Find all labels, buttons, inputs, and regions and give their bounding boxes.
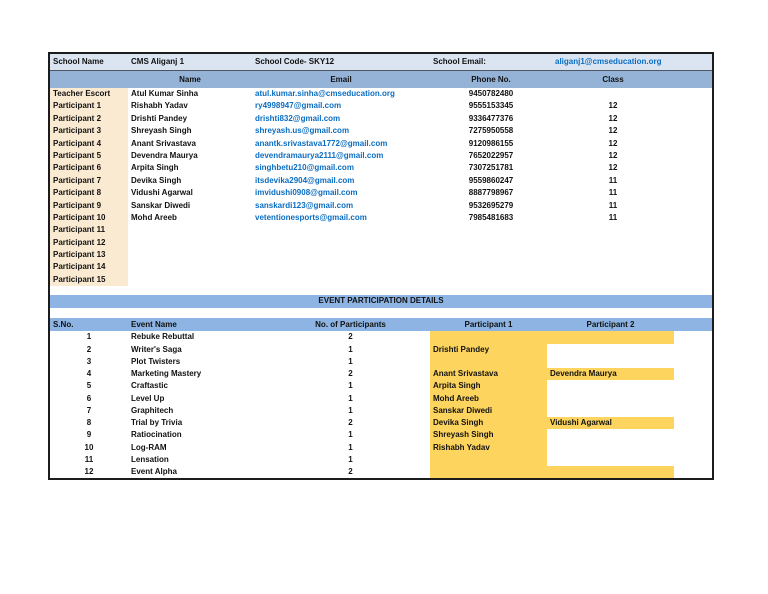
name-cell bbox=[128, 249, 252, 261]
empty-cell bbox=[674, 187, 712, 199]
class-cell bbox=[552, 261, 674, 273]
empty-cell bbox=[674, 113, 712, 125]
event-row bbox=[50, 393, 712, 405]
class-cell bbox=[552, 249, 674, 261]
empty-cell bbox=[674, 274, 712, 286]
empty-header-cell bbox=[674, 318, 712, 331]
participant-count-cell: 1 bbox=[348, 356, 353, 366]
empty-cell bbox=[674, 200, 712, 212]
roster-row bbox=[50, 100, 712, 112]
class-cell: 11 bbox=[608, 212, 618, 222]
sno-cell: 3 bbox=[86, 356, 92, 366]
name-cell: Anant Srivastava bbox=[131, 138, 196, 148]
row-label-cell: Participant 7 bbox=[50, 175, 128, 187]
email-cell[interactable]: sanskardi123@gmail.com bbox=[255, 200, 354, 210]
empty-cell bbox=[674, 162, 712, 174]
roster-row bbox=[50, 125, 712, 137]
col-header-phone: Phone No. bbox=[471, 75, 511, 84]
col-header-email: Email bbox=[330, 75, 352, 84]
school-email-label: School Email: bbox=[433, 57, 486, 66]
participant-count-cell: 2 bbox=[348, 467, 353, 476]
participant-2-cell bbox=[547, 429, 674, 441]
participant-1-cell: Mohd Areeb bbox=[430, 393, 547, 405]
empty-cell bbox=[674, 442, 712, 454]
email-cell[interactable]: atul.kumar.sinha@cmseducation.org bbox=[255, 89, 395, 98]
row-label-cell: Participant 15 bbox=[50, 274, 128, 286]
empty-cell bbox=[674, 249, 712, 261]
name-cell bbox=[128, 237, 252, 249]
sno-cell: 1 bbox=[86, 332, 92, 342]
name-cell: Sanskar Diwedi bbox=[131, 200, 191, 210]
phone-cell bbox=[430, 249, 552, 261]
roster-row bbox=[50, 88, 712, 100]
participant-count-cell: 2 bbox=[348, 369, 353, 378]
roster-row bbox=[50, 187, 712, 199]
empty-cell bbox=[674, 54, 712, 70]
empty-cell bbox=[674, 356, 712, 368]
empty-header-cell bbox=[674, 71, 712, 88]
participant-1-cell: Sanskar Diwedi bbox=[430, 405, 547, 417]
name-cell bbox=[128, 224, 252, 236]
class-cell: 12 bbox=[608, 113, 618, 123]
empty-cell bbox=[674, 405, 712, 417]
class-cell: 12 bbox=[608, 150, 618, 160]
empty-cell bbox=[674, 417, 712, 429]
events-header-row bbox=[50, 318, 712, 331]
name-cell: Devendra Maurya bbox=[131, 150, 198, 160]
row-label-cell: Participant 4 bbox=[50, 138, 128, 150]
row-label-cell: Teacher Escort bbox=[50, 88, 128, 100]
empty-cell bbox=[674, 380, 712, 392]
class-cell: 12 bbox=[608, 126, 618, 136]
empty-cell bbox=[674, 429, 712, 441]
email-cell[interactable]: itsdevika2904@gmail.com bbox=[255, 175, 355, 185]
phone-cell bbox=[430, 261, 552, 273]
phone-cell: 7985481683 bbox=[468, 212, 514, 222]
participant-count-cell: 1 bbox=[348, 344, 353, 354]
class-cell: 11 bbox=[608, 175, 618, 185]
participant-1-cell: Rishabh Yadav bbox=[430, 442, 547, 454]
email-cell[interactable] bbox=[252, 224, 430, 236]
name-cell: Vidushi Agarwal bbox=[131, 188, 193, 198]
events-body bbox=[50, 331, 712, 478]
email-cell[interactable] bbox=[252, 261, 430, 273]
name-cell: Shreyash Singh bbox=[131, 126, 192, 136]
participant-2-cell bbox=[547, 405, 674, 417]
participant-count-cell: 1 bbox=[348, 393, 353, 403]
event-name-cell: Event Alpha bbox=[131, 467, 177, 476]
phone-cell: 9555153345 bbox=[468, 101, 514, 111]
row-label-cell: Participant 3 bbox=[50, 125, 128, 137]
empty-cell bbox=[674, 393, 712, 405]
participant-2-cell bbox=[547, 454, 674, 466]
empty-cell bbox=[674, 100, 712, 112]
class-cell bbox=[552, 88, 674, 100]
phone-cell bbox=[430, 224, 552, 236]
spreadsheet-container bbox=[48, 52, 714, 480]
roster-row bbox=[50, 113, 712, 125]
event-row bbox=[50, 344, 712, 356]
roster-row bbox=[50, 212, 712, 224]
event-name-cell: Writer's Saga bbox=[131, 344, 182, 354]
event-name-cell: Ratiocination bbox=[131, 430, 182, 440]
empty-cell bbox=[674, 261, 712, 273]
participant-count-cell: 1 bbox=[348, 405, 353, 415]
phone-cell: 9532695279 bbox=[468, 200, 514, 210]
col-header-sno: S.No. bbox=[53, 320, 74, 330]
roster-row bbox=[50, 150, 712, 162]
participant-1-cell: Drishti Pandey bbox=[430, 344, 547, 356]
phone-cell: 9336477376 bbox=[468, 113, 514, 123]
sno-cell: 7 bbox=[86, 405, 92, 415]
event-name-cell: Marketing Mastery bbox=[131, 369, 202, 378]
spacer-row bbox=[50, 286, 712, 295]
event-row bbox=[50, 368, 712, 380]
name-cell: Drishti Pandey bbox=[131, 113, 188, 123]
class-cell bbox=[552, 237, 674, 249]
participant-2-cell bbox=[547, 331, 674, 343]
school-code-value: School Code- SKY12 bbox=[255, 57, 335, 66]
sno-cell: 2 bbox=[86, 344, 92, 354]
participant-2-cell bbox=[547, 356, 674, 368]
sno-cell: 11 bbox=[84, 454, 94, 464]
col-header-participant-count: No. of Participants bbox=[315, 320, 386, 330]
event-name-cell: Plot Twisters bbox=[131, 356, 181, 366]
email-cell[interactable]: anantk.srivastava1772@gmail.com bbox=[255, 138, 388, 148]
participant-count-cell: 1 bbox=[348, 430, 353, 440]
roster-row bbox=[50, 261, 712, 273]
participant-count-cell: 1 bbox=[348, 454, 353, 464]
class-cell: 12 bbox=[608, 163, 618, 173]
participant-count-cell: 2 bbox=[348, 418, 353, 427]
event-name-cell: Log-RAM bbox=[131, 442, 167, 452]
name-cell: Arpita Singh bbox=[131, 163, 179, 173]
event-row bbox=[50, 331, 712, 343]
sno-cell: 9 bbox=[86, 430, 92, 440]
event-name-cell: Graphitech bbox=[131, 405, 174, 415]
roster-row bbox=[50, 138, 712, 150]
roster-row bbox=[50, 224, 712, 236]
participant-count-cell: 1 bbox=[348, 442, 353, 452]
empty-cell bbox=[674, 138, 712, 150]
participant-2-cell bbox=[547, 442, 674, 454]
school-name-label: School Name bbox=[53, 57, 104, 66]
event-row bbox=[50, 454, 712, 466]
email-cell[interactable] bbox=[252, 274, 430, 286]
participant-2-cell: Devendra Maurya bbox=[547, 368, 674, 380]
event-row bbox=[50, 466, 712, 478]
row-label-cell: Participant 6 bbox=[50, 162, 128, 174]
sno-cell: 10 bbox=[84, 442, 94, 452]
participant-1-cell bbox=[430, 331, 547, 343]
roster-row bbox=[50, 175, 712, 187]
row-label-cell: Participant 12 bbox=[50, 237, 128, 249]
empty-cell bbox=[674, 224, 712, 236]
participant-2-cell bbox=[547, 344, 674, 356]
participant-1-cell bbox=[430, 454, 547, 466]
phone-cell bbox=[430, 274, 552, 286]
spacer-row bbox=[50, 308, 712, 319]
sno-cell: 5 bbox=[86, 381, 92, 391]
empty-header-cell bbox=[50, 71, 128, 88]
empty-cell bbox=[674, 368, 712, 380]
empty-cell bbox=[674, 344, 712, 356]
name-cell bbox=[128, 261, 252, 273]
participant-1-cell: Arpita Singh bbox=[430, 380, 547, 392]
phone-cell: 7307251781 bbox=[468, 163, 514, 173]
event-name-cell: Level Up bbox=[131, 393, 165, 403]
name-cell: Rishabh Yadav bbox=[131, 101, 188, 111]
sno-cell: 8 bbox=[86, 418, 92, 427]
event-row bbox=[50, 417, 712, 429]
event-row bbox=[50, 442, 712, 454]
email-cell[interactable]: ry4998947@gmail.com bbox=[255, 101, 342, 111]
event-name-cell: Craftastic bbox=[131, 381, 168, 391]
roster-header-row bbox=[50, 71, 712, 88]
class-cell: 12 bbox=[608, 138, 618, 148]
empty-cell bbox=[674, 150, 712, 162]
email-cell[interactable] bbox=[252, 237, 430, 249]
email-cell[interactable] bbox=[252, 249, 430, 261]
row-label-cell: Participant 8 bbox=[50, 187, 128, 199]
email-cell[interactable]: devendramaurya2111@gmail.com bbox=[255, 150, 384, 160]
row-label-cell: Participant 5 bbox=[50, 150, 128, 162]
row-label-cell: Participant 13 bbox=[50, 249, 128, 261]
phone-cell: 9450782480 bbox=[468, 89, 514, 98]
roster-row bbox=[50, 274, 712, 286]
participant-2-cell: Vidushi Agarwal bbox=[547, 417, 674, 429]
participant-1-cell bbox=[430, 356, 547, 368]
col-header-event-name: Event Name bbox=[131, 320, 177, 330]
event-name-cell: Lensation bbox=[131, 454, 169, 464]
roster-body bbox=[50, 88, 712, 286]
participant-1-cell: Anant Srivastava bbox=[430, 368, 547, 380]
email-cell[interactable]: singhbetu210@gmail.com bbox=[255, 163, 354, 173]
col-header-class: Class bbox=[602, 75, 624, 84]
phone-cell: 9120986155 bbox=[468, 138, 514, 148]
participant-1-cell bbox=[430, 466, 547, 478]
roster-row bbox=[50, 162, 712, 174]
school-email-link[interactable]: aliganj1@cmseducation.org bbox=[555, 57, 662, 66]
class-cell bbox=[552, 274, 674, 286]
empty-cell bbox=[674, 454, 712, 466]
participant-count-cell: 2 bbox=[348, 332, 353, 342]
empty-cell bbox=[674, 212, 712, 224]
class-cell: 11 bbox=[608, 188, 618, 198]
email-cell[interactable]: shreyash.us@gmail.com bbox=[255, 126, 350, 136]
event-name-cell: Rebuke Rebuttal bbox=[131, 332, 195, 342]
name-cell: Mohd Areeb bbox=[131, 212, 177, 222]
empty-cell bbox=[674, 331, 712, 343]
email-cell[interactable]: imvidushi0908@gmail.com bbox=[255, 188, 358, 198]
sno-cell: 12 bbox=[84, 467, 94, 476]
empty-cell bbox=[674, 88, 712, 100]
event-row bbox=[50, 356, 712, 368]
col-header-name: Name bbox=[179, 75, 201, 84]
participant-2-cell bbox=[547, 466, 674, 478]
phone-cell bbox=[430, 237, 552, 249]
class-cell: 11 bbox=[608, 200, 618, 210]
phone-cell: 8887798967 bbox=[468, 188, 514, 198]
roster-row bbox=[50, 237, 712, 249]
class-cell bbox=[552, 224, 674, 236]
row-label-cell: Participant 14 bbox=[50, 261, 128, 273]
row-label-cell: Participant 2 bbox=[50, 113, 128, 125]
name-cell: Devika Singh bbox=[131, 175, 182, 185]
participant-1-cell: Devika Singh bbox=[430, 417, 547, 429]
event-name-cell: Trial by Trivia bbox=[131, 418, 183, 427]
roster-row bbox=[50, 249, 712, 261]
row-label-cell: Participant 10 bbox=[50, 212, 128, 224]
row-label-cell: Participant 9 bbox=[50, 200, 128, 212]
empty-cell bbox=[674, 237, 712, 249]
col-header-participant-2: Participant 2 bbox=[586, 320, 635, 330]
empty-cell bbox=[674, 466, 712, 478]
participant-count-cell: 1 bbox=[348, 381, 353, 391]
event-row bbox=[50, 405, 712, 417]
phone-cell: 7275950558 bbox=[468, 126, 514, 136]
participant-1-cell: Shreyash Singh bbox=[430, 429, 547, 441]
roster-row bbox=[50, 200, 712, 212]
email-cell[interactable]: vetentionesports@gmail.com bbox=[255, 212, 367, 222]
name-cell: Atul Kumar Sinha bbox=[131, 89, 199, 98]
school-name-value: CMS Aliganj 1 bbox=[131, 57, 185, 66]
phone-cell: 9559860247 bbox=[468, 175, 514, 185]
row-label-cell: Participant 1 bbox=[50, 100, 128, 112]
class-cell: 12 bbox=[608, 101, 618, 111]
participant-2-cell bbox=[547, 393, 674, 405]
row-label-cell: Participant 11 bbox=[50, 224, 128, 236]
col-header-participant-1: Participant 1 bbox=[464, 320, 513, 330]
empty-cell bbox=[674, 175, 712, 187]
events-banner bbox=[50, 295, 712, 308]
events-banner-title: EVENT PARTICIPATION DETAILS bbox=[318, 296, 444, 306]
participant-2-cell bbox=[547, 380, 674, 392]
name-cell bbox=[128, 274, 252, 286]
phone-cell: 7652022957 bbox=[468, 150, 514, 160]
email-cell[interactable]: drishti832@gmail.com bbox=[255, 113, 341, 123]
empty-cell bbox=[674, 125, 712, 137]
sno-cell: 6 bbox=[86, 393, 92, 403]
event-row bbox=[50, 429, 712, 441]
event-row bbox=[50, 380, 712, 392]
sno-cell: 4 bbox=[86, 369, 92, 378]
school-title-row bbox=[50, 54, 712, 71]
